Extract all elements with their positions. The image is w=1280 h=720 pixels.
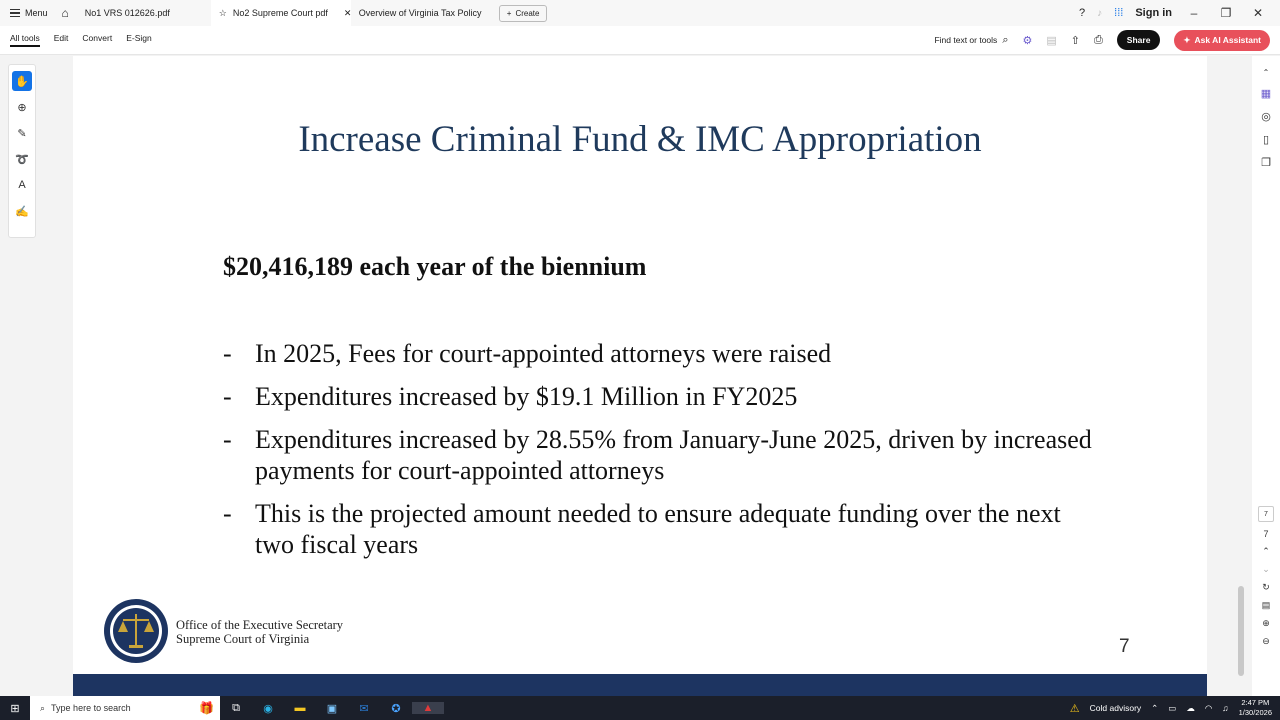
slide-footer-bar xyxy=(73,674,1207,696)
vertical-scrollbar[interactable] xyxy=(1238,586,1244,676)
create-label: Create xyxy=(515,8,540,18)
zoom-in-icon[interactable]: ⊕ xyxy=(1262,618,1270,628)
list-item xyxy=(223,381,1103,412)
volume-icon[interactable]: ♫ xyxy=(1222,703,1229,713)
ask-ai-button[interactable] xyxy=(1174,30,1270,51)
ai-label: Ask AI Assistant xyxy=(1194,35,1261,45)
create-button[interactable] xyxy=(499,5,548,22)
tab-no2-supreme-court[interactable] xyxy=(211,0,351,26)
apps-grid-icon[interactable]: ⁞⁞⁞ xyxy=(1114,7,1124,19)
bullet-marker: - xyxy=(223,382,232,411)
bullet-text: Expenditures increased by 28.55% from January-June 2025, driven by increased payments for court-appointed attorneys xyxy=(255,425,1092,485)
bullet-marker: - xyxy=(223,339,232,368)
window-close-icon[interactable]: ✕ xyxy=(1252,6,1264,20)
pages-icon[interactable]: ❐ xyxy=(1261,157,1271,169)
edge-browser-icon[interactable]: ◉ xyxy=(263,702,273,715)
zoom-out-icon[interactable]: ⊖ xyxy=(1262,636,1270,646)
save-copy-icon[interactable]: ▤ xyxy=(1261,600,1271,610)
office-line-1: Office of the Executive Secretary xyxy=(176,618,344,632)
slide-page-number: 7 xyxy=(1119,636,1130,657)
total-pages: 7 xyxy=(1263,529,1269,539)
page-up-icon[interactable]: ⌃ xyxy=(1262,546,1270,556)
ai-assistant-icon: ✦ xyxy=(1183,34,1191,45)
windows-taskbar xyxy=(0,696,1280,720)
tab-bar xyxy=(0,0,1280,26)
ai-compare-icon[interactable]: ⚙ xyxy=(1022,34,1033,47)
all-tools-menu[interactable]: All tools xyxy=(10,33,40,47)
find-label: Find text or tools xyxy=(934,35,998,45)
upload-icon[interactable]: ⇧ xyxy=(1070,34,1080,47)
weather-label[interactable]: Cold advisory xyxy=(1089,703,1142,713)
bullet-text: Expenditures increased by $19.1 Million in FY2025 xyxy=(255,382,798,411)
chevron-up-icon[interactable]: ⌃ xyxy=(1151,702,1159,713)
list-item xyxy=(223,424,1103,486)
comment-icon[interactable]: ◎ xyxy=(1261,111,1271,123)
windows-start-icon[interactable]: ⊞ xyxy=(10,702,20,715)
bookmark-icon[interactable]: ▯ xyxy=(1262,134,1270,146)
close-tab-icon[interactable]: ✕ xyxy=(343,7,352,18)
slide-title: Increase Criminal Fund & IMC Appropriation xyxy=(298,119,982,160)
tab-label: Overview of Virginia Tax Policy xyxy=(358,8,482,18)
wifi-icon[interactable]: ◠ xyxy=(1204,702,1213,713)
list-item xyxy=(223,498,1103,560)
help-icon[interactable]: ? xyxy=(1079,7,1086,19)
store-icon[interactable]: ▣ xyxy=(326,702,338,715)
minimize-icon[interactable]: – xyxy=(1190,6,1198,20)
hand-tool-icon[interactable]: ✋ xyxy=(12,71,32,91)
save-icon[interactable]: ▤ xyxy=(1046,34,1057,47)
left-tool-rail xyxy=(8,64,36,238)
gift-icon: 🎁 xyxy=(199,701,214,715)
restore-icon[interactable]: ❐ xyxy=(1220,6,1232,20)
toolbar xyxy=(0,26,1280,55)
collapse-up-icon[interactable]: ⌃ xyxy=(1262,68,1270,77)
ai-panel-icon[interactable]: ▦ xyxy=(1260,88,1272,100)
share-button[interactable]: Share xyxy=(1117,30,1161,50)
text-select-icon[interactable]: A xyxy=(18,179,26,191)
search-placeholder: Type here to search xyxy=(51,703,131,713)
edit-menu[interactable]: Edit xyxy=(53,33,69,43)
file-explorer-icon[interactable]: ▬ xyxy=(294,702,306,714)
signature-tool-icon[interactable]: ✍ xyxy=(15,205,29,218)
zoom-tool-icon[interactable]: ⊕ xyxy=(17,101,27,114)
battery-icon[interactable]: ▭ xyxy=(1168,702,1177,713)
warning-icon: ⚠ xyxy=(1069,702,1080,715)
convert-menu[interactable]: Convert xyxy=(82,33,113,43)
plus-icon: + xyxy=(506,8,512,18)
hamburger-icon xyxy=(10,7,20,20)
home-tab[interactable] xyxy=(54,0,77,26)
office-name xyxy=(176,618,343,646)
funding-headline: $20,416,189 each year of the biennium xyxy=(223,252,647,281)
supreme-court-seal-logo xyxy=(103,598,169,664)
pen-tool-icon[interactable]: ✎ xyxy=(17,127,27,140)
right-rail xyxy=(1252,56,1280,696)
home-icon: ⌂ xyxy=(61,6,69,20)
bullet-marker: - xyxy=(223,499,232,528)
clock-date: 1/30/2026 xyxy=(1238,708,1272,717)
safari-icon[interactable]: ✪ xyxy=(391,702,401,715)
pdf-page xyxy=(73,56,1207,696)
outlook-icon[interactable]: ✉ xyxy=(359,702,369,715)
office-line-2: Supreme Court of Virginia xyxy=(176,632,310,646)
search-icon: ⌕ xyxy=(1002,33,1009,46)
lasso-tool-icon[interactable]: ➰ xyxy=(15,153,29,166)
find-tools-search[interactable] xyxy=(934,34,1008,47)
menu-button[interactable] xyxy=(0,0,54,26)
list-item xyxy=(223,338,1103,369)
notification-icon[interactable]: ♪ xyxy=(1097,7,1103,19)
menu-label: Menu xyxy=(25,8,48,18)
tab-no1-vrs[interactable] xyxy=(77,0,211,26)
page-down-icon[interactable]: ⌄ xyxy=(1262,564,1270,574)
task-view-icon[interactable]: ⧉ xyxy=(232,701,240,714)
search-icon: ⌕ xyxy=(40,702,46,713)
cloud-icon[interactable]: ☁ xyxy=(1186,702,1195,713)
bullet-marker: - xyxy=(223,425,232,454)
bullet-list xyxy=(223,338,1103,572)
tab-label: No2 Supreme Court pdf xyxy=(232,8,328,18)
clock-time: 2:47 PM xyxy=(1241,698,1270,707)
acrobat-icon[interactable]: ▲ xyxy=(412,702,444,714)
print-icon[interactable]: ⎙ xyxy=(1093,33,1103,46)
taskbar-search[interactable] xyxy=(30,696,220,720)
tab-overview-tax-policy[interactable] xyxy=(351,0,495,26)
refresh-icon[interactable]: ↻ xyxy=(1262,582,1270,592)
esign-menu[interactable]: E-Sign xyxy=(126,33,152,43)
current-page-box[interactable]: 7 xyxy=(1258,506,1274,522)
system-clock[interactable] xyxy=(1239,698,1272,718)
star-icon[interactable]: ☆ xyxy=(218,7,227,18)
sign-in-button[interactable]: Sign in xyxy=(1135,7,1172,19)
bullet-text: In 2025, Fees for court-appointed attorneys were raised xyxy=(255,339,832,368)
bullet-text: This is the projected amount needed to ensure adequate funding over the next two fiscal years xyxy=(255,499,1061,559)
tab-label: No1 VRS 012626.pdf xyxy=(84,8,170,18)
